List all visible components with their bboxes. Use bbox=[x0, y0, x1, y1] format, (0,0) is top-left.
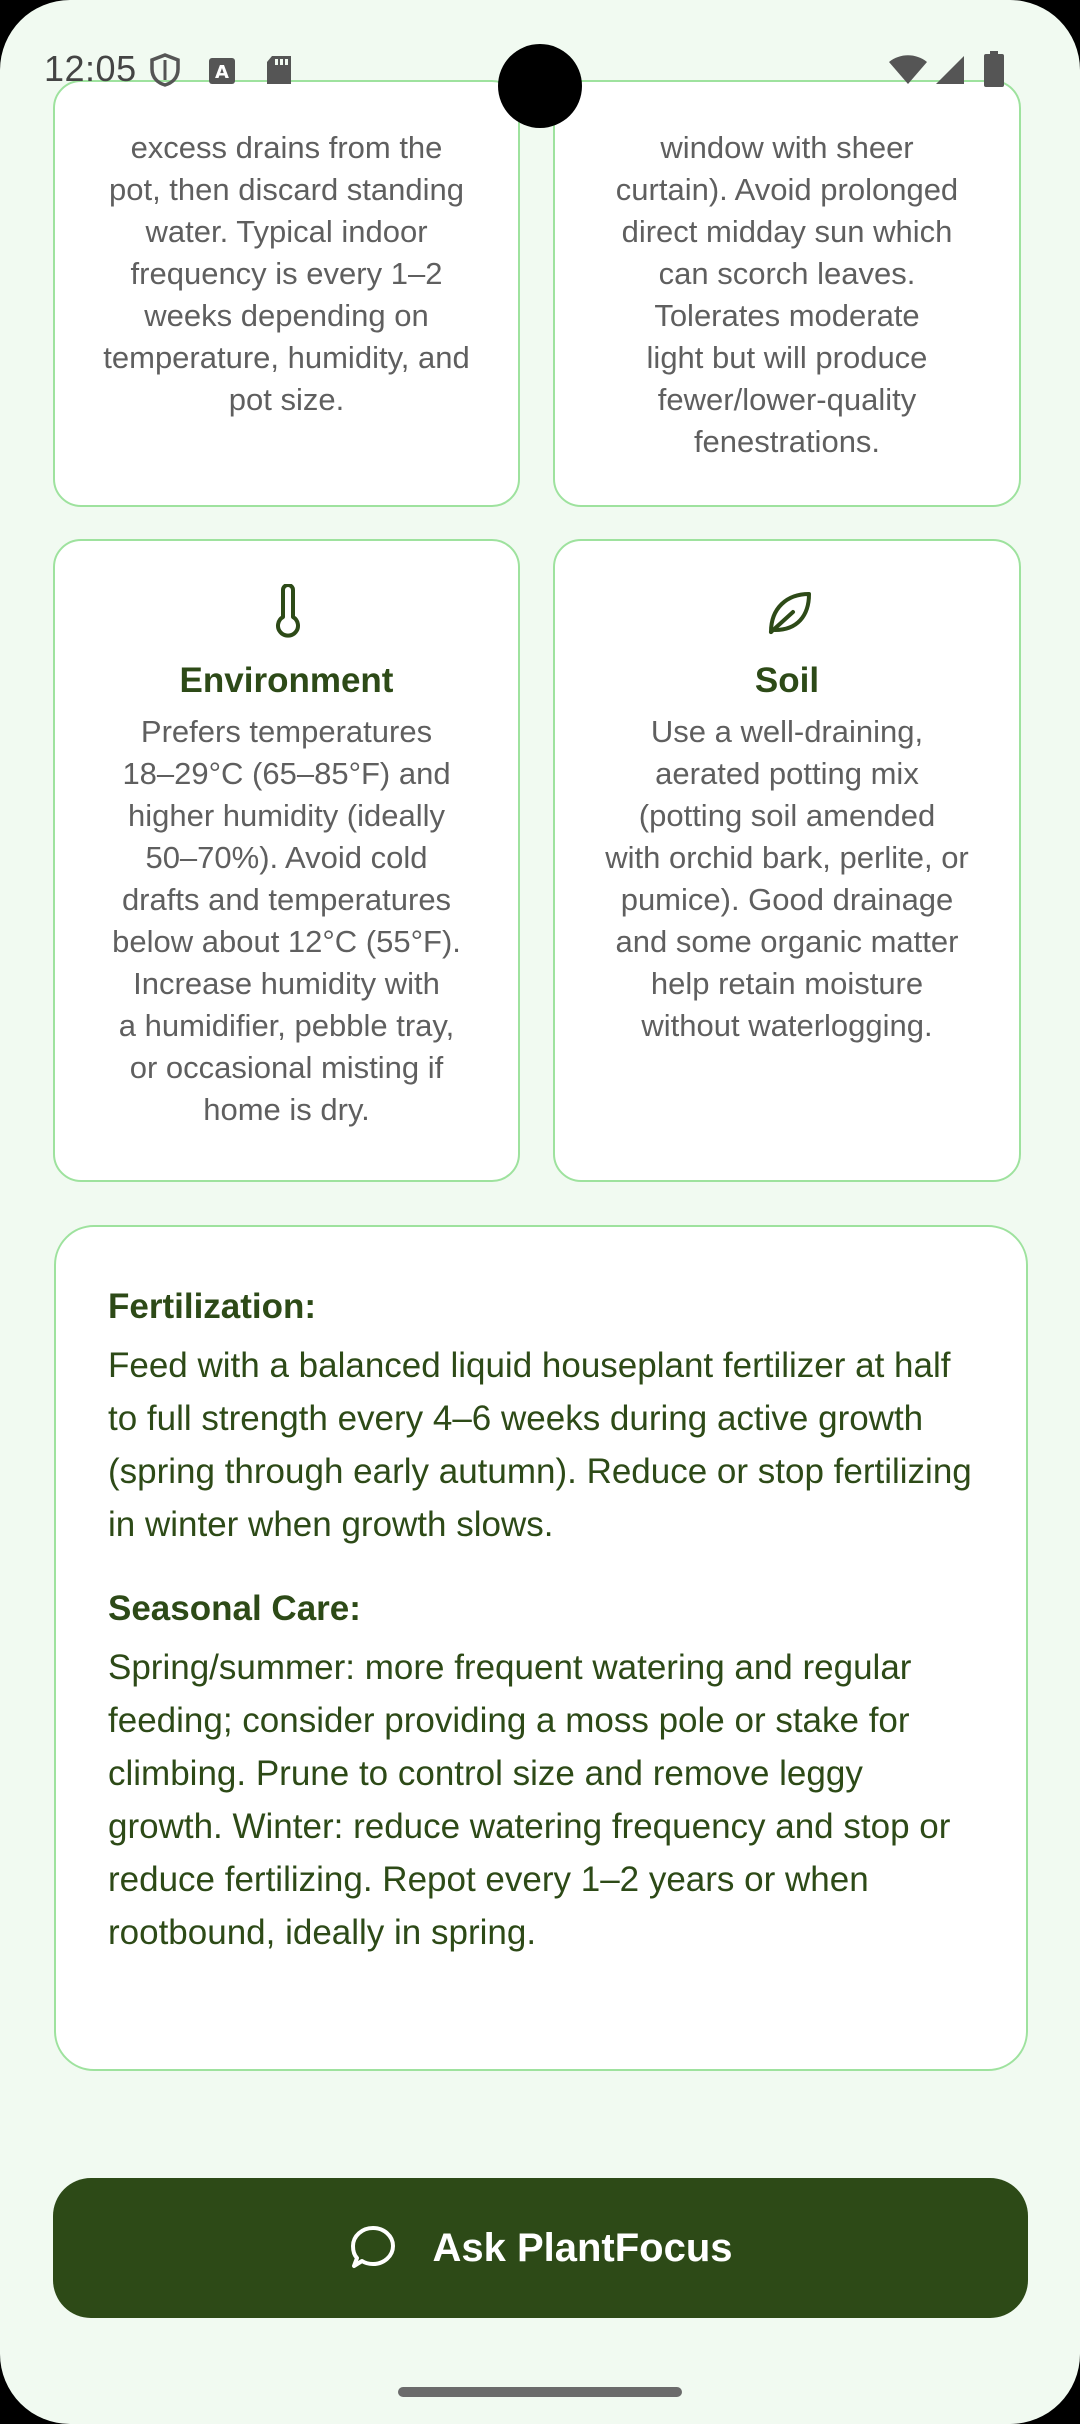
seasonal-care-text: Spring/summer: more frequent watering and regular feeding; consider providing a moss pole or stake for climbing. Prune to control size and remove leggy growth. Winter: reduce watering frequency and stop or reduce fertilizing. Repot every 1–2 years or when rootbound, ideally in spring. bbox=[108, 1648, 951, 1952]
soil-title: Soil bbox=[754, 661, 820, 700]
fertilization-label: Fertilization: bbox=[108, 1287, 317, 1326]
soil-line: help retain moisture bbox=[650, 966, 924, 1001]
soil-card bbox=[553, 539, 1021, 1182]
fertilization-section bbox=[108, 1285, 974, 1551]
battery-icon bbox=[983, 50, 1005, 88]
soil-line: without waterlogging. bbox=[641, 1008, 933, 1043]
leaf-icon bbox=[763, 586, 815, 638]
soil-line: and some organic matter bbox=[615, 924, 959, 959]
environment-line: Increase humidity with bbox=[133, 966, 440, 1001]
ask-plantfocus-button[interactable] bbox=[53, 2178, 1028, 2318]
fertilization-text: Feed with a balanced liquid houseplant fertilizer at half to full strength every 4–6 weeks during active growth (spring through early autumn). Reduce or stop fertilizing in winter when growth slows. bbox=[108, 1346, 972, 1544]
chat-bubble-icon bbox=[348, 2223, 398, 2273]
light-line: curtain). Avoid prolonged bbox=[615, 172, 959, 207]
environment-card bbox=[53, 539, 520, 1182]
signal-icon bbox=[934, 54, 966, 86]
environment-line: home is dry. bbox=[203, 1092, 370, 1127]
watering-line: pot size. bbox=[228, 382, 345, 417]
light-line: window with sheer bbox=[660, 130, 914, 165]
watering-card bbox=[53, 80, 520, 507]
soil-line: aerated potting mix bbox=[655, 756, 919, 791]
soil-line: (potting soil amended bbox=[638, 798, 936, 833]
soil-text bbox=[555, 711, 1019, 1047]
light-line: fenestrations. bbox=[693, 424, 881, 459]
ask-plantfocus-label: Ask PlantFocus bbox=[432, 2225, 733, 2270]
seasonal-care-label: Seasonal Care: bbox=[108, 1589, 361, 1628]
svg-text:A: A bbox=[215, 62, 229, 83]
light-line: fewer/lower-quality bbox=[657, 382, 917, 417]
environment-line: 18–29°C (65–85°F) and bbox=[122, 756, 451, 791]
light-line: can scorch leaves. bbox=[658, 256, 916, 291]
environment-line: Prefers temperatures bbox=[140, 714, 433, 749]
environment-title: Environment bbox=[179, 661, 394, 700]
care-details-card bbox=[54, 1225, 1028, 2071]
watering-line: excess drains from the bbox=[130, 130, 443, 165]
environment-line: 50–70%). Avoid cold bbox=[145, 840, 428, 875]
light-line: direct midday sun which bbox=[621, 214, 953, 249]
watering-line: water. Typical indoor bbox=[145, 214, 428, 249]
sd-card-icon bbox=[264, 54, 294, 86]
environment-line: a humidifier, pebble tray, bbox=[118, 1008, 455, 1043]
environment-text bbox=[55, 711, 518, 1131]
shield-icon bbox=[148, 52, 182, 88]
thermometer-icon bbox=[270, 584, 306, 640]
watering-line: weeks depending on bbox=[144, 298, 429, 333]
status-time: 12:05 bbox=[44, 48, 137, 89]
soil-line: pumice). Good drainage bbox=[620, 882, 954, 917]
light-card-text bbox=[555, 127, 1019, 463]
watering-card-text bbox=[55, 127, 518, 421]
environment-line: or occasional misting if bbox=[129, 1050, 444, 1085]
status-bar bbox=[0, 0, 1080, 140]
watering-line: temperature, humidity, and bbox=[103, 340, 470, 375]
light-line: light but will produce bbox=[646, 340, 928, 375]
soil-line: with orchid bark, perlite, or bbox=[605, 840, 969, 875]
text-a-icon bbox=[208, 57, 236, 85]
home-indicator[interactable] bbox=[398, 2387, 682, 2397]
watering-line: pot, then discard standing bbox=[108, 172, 465, 207]
soil-line: Use a well-draining, bbox=[650, 714, 924, 749]
light-line: Tolerates moderate bbox=[654, 298, 920, 333]
seasonal-care-section bbox=[108, 1587, 974, 1959]
environment-line: drafts and temperatures bbox=[121, 882, 452, 917]
environment-line: higher humidity (ideally bbox=[127, 798, 446, 833]
light-card bbox=[553, 80, 1021, 507]
watering-line: frequency is every 1–2 bbox=[130, 256, 443, 291]
environment-line: below about 12°C (55°F). bbox=[112, 924, 461, 959]
wifi-icon bbox=[888, 54, 928, 86]
front-camera bbox=[498, 44, 582, 128]
